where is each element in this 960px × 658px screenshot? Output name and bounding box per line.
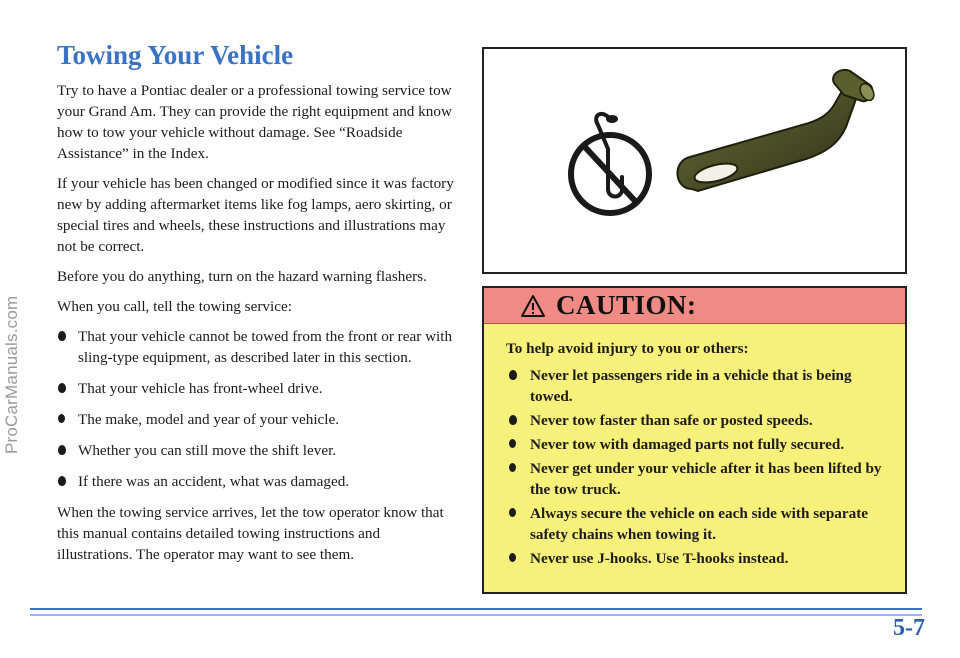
watermark: ProCarManuals.com (2, 295, 21, 455)
bullet-icon (509, 370, 517, 380)
footer-rule (0, 607, 960, 621)
bullet-icon (58, 331, 66, 341)
list-item: If there was an accident, what was damaged. (57, 471, 457, 492)
bullet-icon (58, 383, 66, 393)
bullet-icon (509, 463, 516, 472)
caution-heading: CAUTION: (556, 290, 697, 320)
paragraph: If your vehicle has been changed or modified since it was factory new by adding aftermarket items like fog lamps, aero skirting, or special tires and wheels, these instructions and illustrations may not be correct. (57, 175, 454, 255)
bullet-icon (58, 414, 65, 423)
bullet-icon (509, 508, 516, 517)
paragraph: When you call, tell the towing service: (57, 298, 292, 315)
bullet-icon (58, 445, 66, 455)
caution-intro: To help avoid injury to you or others: (506, 340, 749, 357)
caution-body (484, 324, 905, 569)
list-item: Never tow with damaged parts not fully secured. (506, 434, 885, 455)
list-item: Whether you can still move the shift lever. (57, 440, 457, 461)
list-item: Always secure the vehicle on each side with separate safety chains when towing it. (506, 503, 885, 545)
list-item: Never get under your vehicle after it has been lifted by the tow truck. (506, 458, 885, 500)
list-item: Never tow faster than safe or posted speeds. (506, 410, 885, 431)
towing-service-list (57, 326, 457, 492)
paragraph: When the towing service arrives, let the tow operator know that this manual contains detailed towing instructions and illustrations. The operator may want to see them. (57, 504, 444, 563)
bullet-icon (509, 553, 516, 562)
page-number: 5-7 (893, 615, 925, 641)
j-hook-illustration (482, 47, 907, 274)
list-item: That your vehicle has front-wheel drive. (57, 378, 457, 399)
caution-list (506, 365, 885, 569)
warning-triangle-icon (520, 294, 546, 318)
bullet-icon (509, 415, 517, 425)
no-j-hook-icon (484, 49, 905, 272)
body-column (57, 80, 457, 574)
bullet-icon (58, 476, 66, 486)
paragraph: Try to have a Pontiac dealer or a professional towing service tow your Grand Am. They can provide the right equipment and know how to tow your vehicle without damage. See “Roadside Assistance” in the Index. (57, 82, 452, 162)
list-item: Never let passengers ride in a vehicle that is being towed. (506, 365, 885, 407)
list-item: Never use J-hooks. Use T-hooks instead. (506, 548, 885, 569)
page-title: Towing Your Vehicle (57, 40, 294, 70)
list-item: That your vehicle cannot be towed from the front or rear with sling-type equipment, as described later in this section. (57, 326, 457, 368)
bullet-icon (509, 439, 516, 448)
list-item: The make, model and year of your vehicle. (57, 409, 457, 430)
caution-box (482, 286, 907, 594)
paragraph: Before you do anything, turn on the hazard warning flashers. (57, 268, 427, 285)
caution-header (484, 288, 905, 324)
